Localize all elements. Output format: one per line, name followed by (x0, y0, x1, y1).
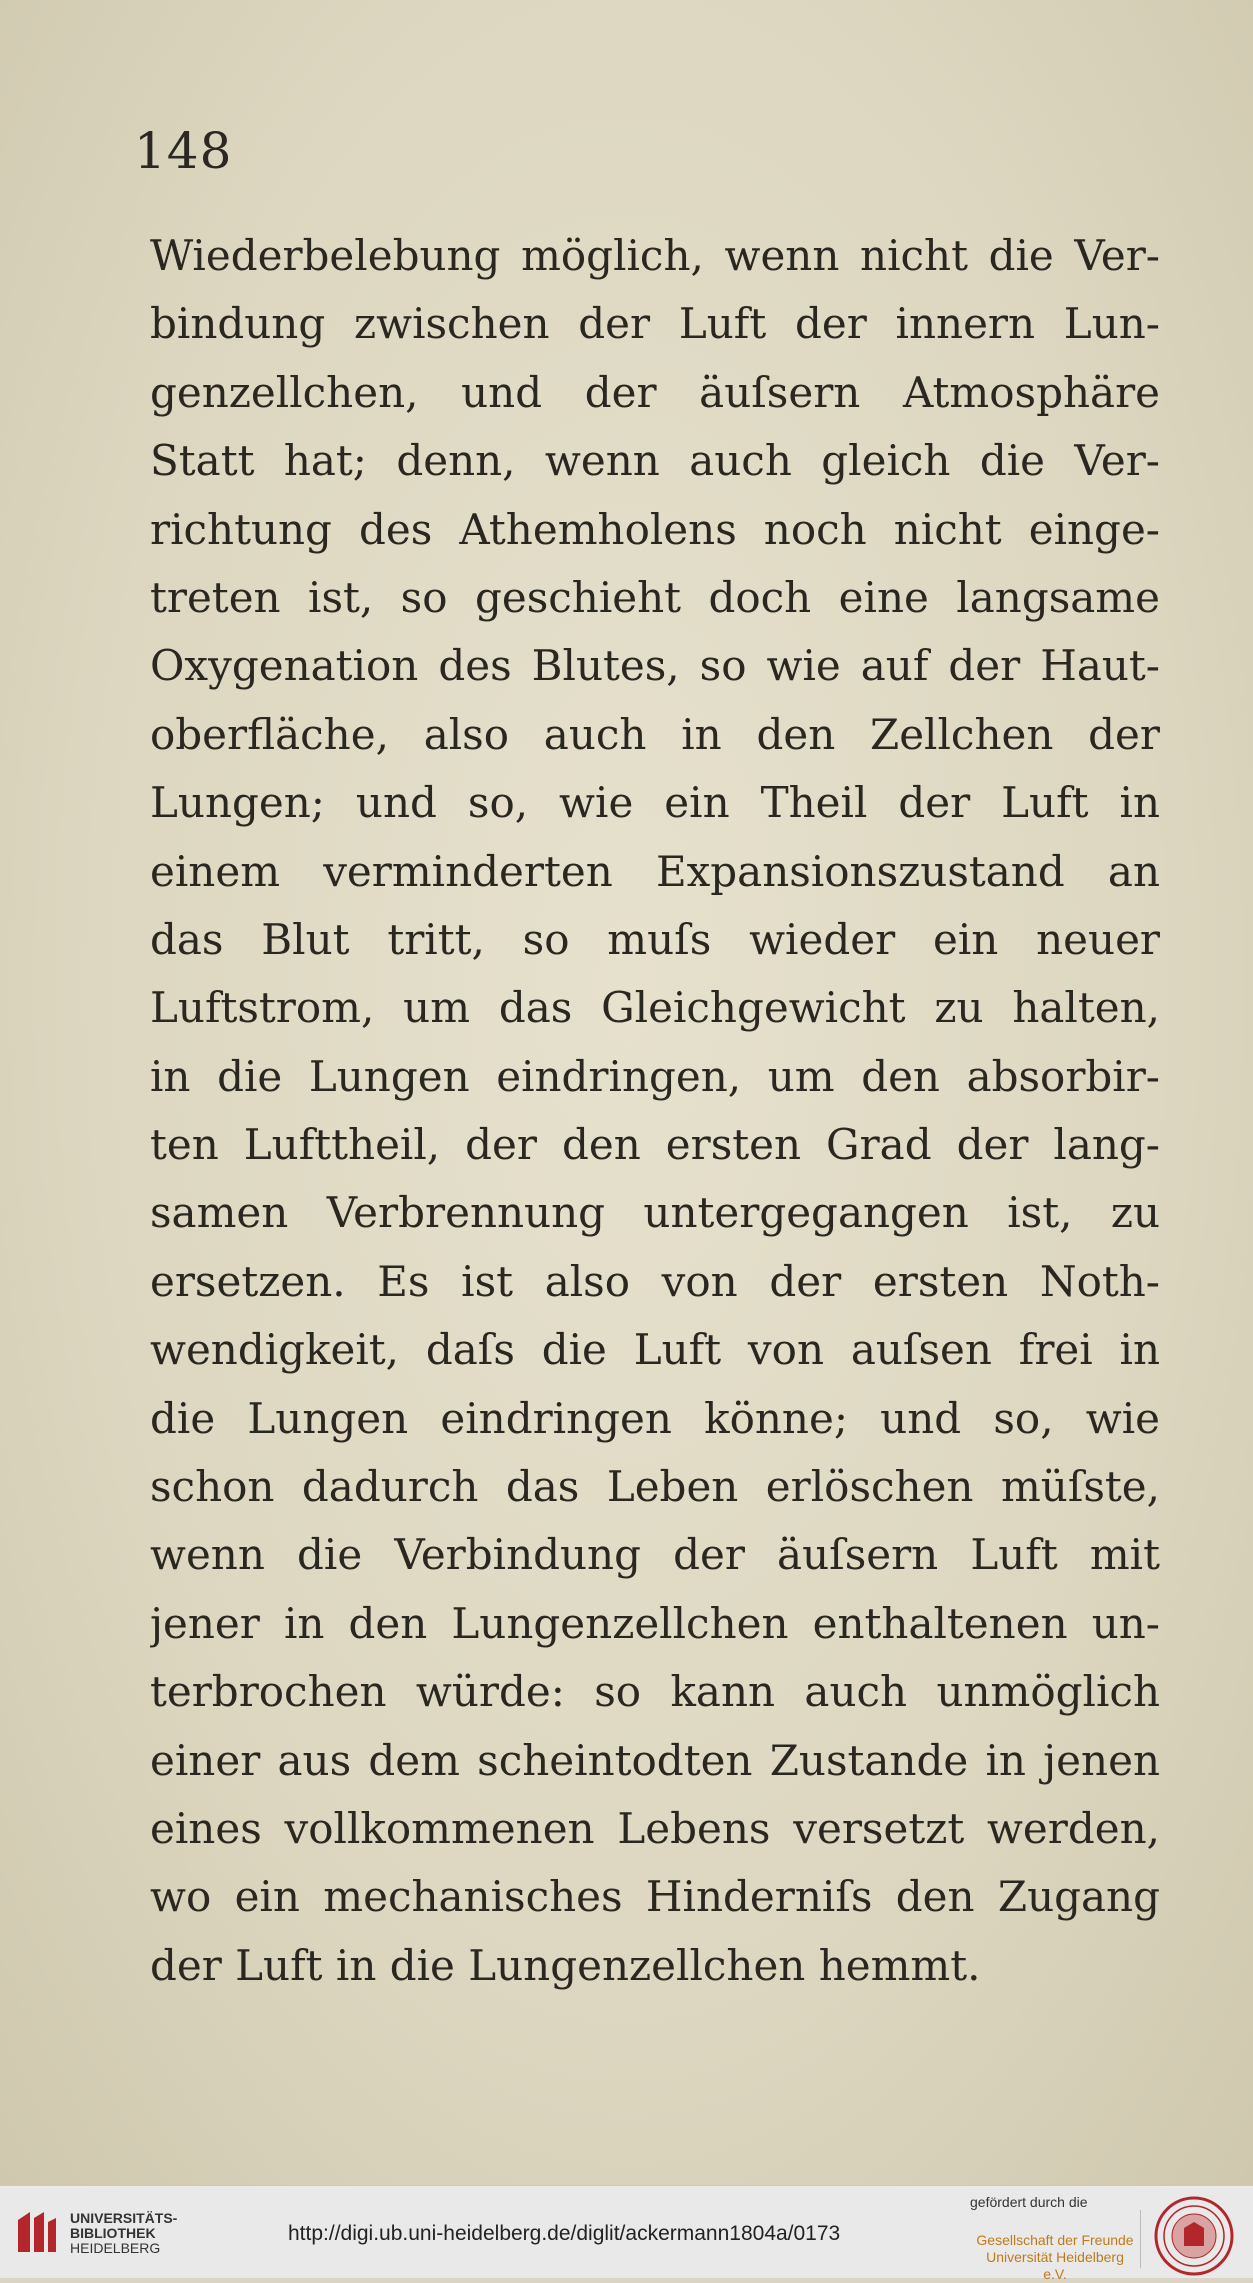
text-line: schon dadurch das Leben erlöschen müſste, (150, 1462, 1160, 1512)
text-line: jener in den Lungenzellchen enthaltenen un- (150, 1598, 1160, 1648)
permalink-url[interactable]: http://digi.ub.uni-heidelberg.de/diglit/ackermann1804a/0173 (288, 2222, 841, 2245)
university-seal-icon[interactable] (1154, 2196, 1234, 2276)
text-line: ten Lufttheil, der den ersten Grad der lang- (150, 1120, 1160, 1170)
library-name-line1: UNIVERSITÄTS- (70, 2210, 178, 2226)
text-line: Wiederbelebung möglich, wenn nicht die Ver- (150, 231, 1160, 280)
text-line: terbrochen würde: so kann auch unmöglich (150, 1667, 1160, 1717)
footer-bar (0, 2185, 1253, 2282)
text-line: der Luft in die Lungenzellchen hemmt. (150, 1940, 981, 1990)
text-line: wendigkeit, daſs die Luft von auſsen frei in (150, 1325, 1160, 1375)
text-line: das Blut tritt, so muſs wieder ein neuer (150, 914, 1160, 964)
text-line: Statt hat; denn, wenn auch gleich die Ver- (150, 436, 1160, 486)
text-line: genzellchen, und der äuſsern Atmosphäre (150, 367, 1160, 417)
footer-divider (1140, 2210, 1141, 2268)
text-line: einem verminderten Expansionszustand an (150, 846, 1160, 896)
text-line: treten ist, so geschieht doch eine langsame (150, 572, 1160, 622)
page-number: 148 (134, 122, 233, 180)
library-name-line2: BIBLIOTHEK (70, 2225, 156, 2241)
text-line: Lungen; und so, wie ein Theil der Luft in (150, 778, 1160, 828)
text-line: samen Verbrennung untergegangen ist, zu (150, 1188, 1160, 1238)
text-line: einer aus dem scheintodten Zustande in jenen (150, 1735, 1160, 1785)
library-name (70, 2211, 177, 2256)
text-line: bindung zwischen der Luft der innern Lun- (150, 299, 1160, 349)
text-line: Luftstrom, um das Gleichgewicht zu halten, (150, 983, 1160, 1033)
text-line: oberfläche, also auch in den Zellchen der (150, 709, 1160, 759)
text-line: richtung des Athemholens noch nicht einge- (150, 504, 1160, 554)
text-line: Oxygenation des Blutes, so wie auf der Haut- (150, 641, 1160, 691)
library-logo-icon[interactable] (14, 2208, 58, 2256)
text-line: die Lungen eindringen könne; und so, wie (150, 1393, 1160, 1443)
body-text (150, 222, 1160, 2000)
text-line: in die Lungen eindringen, um den absorbir- (150, 1051, 1160, 1101)
text-line: eines vollkommenen Lebens versetzt werden, (150, 1803, 1160, 1853)
funded-by-label: gefördert durch die (970, 2194, 1088, 2210)
text-line: ersetzen. Es ist also von der ersten Noth- (150, 1256, 1160, 1306)
text-line: wo ein mechanisches Hinderniſs den Zugang (150, 1872, 1160, 1922)
society-name: Gesellschaft der Freunde Universität Heidelberg e.V. (976, 2232, 1134, 2282)
library-name-line3: HEIDELBERG (70, 2240, 161, 2256)
text-line: wenn die Verbindung der äuſsern Luft mit (150, 1530, 1160, 1580)
